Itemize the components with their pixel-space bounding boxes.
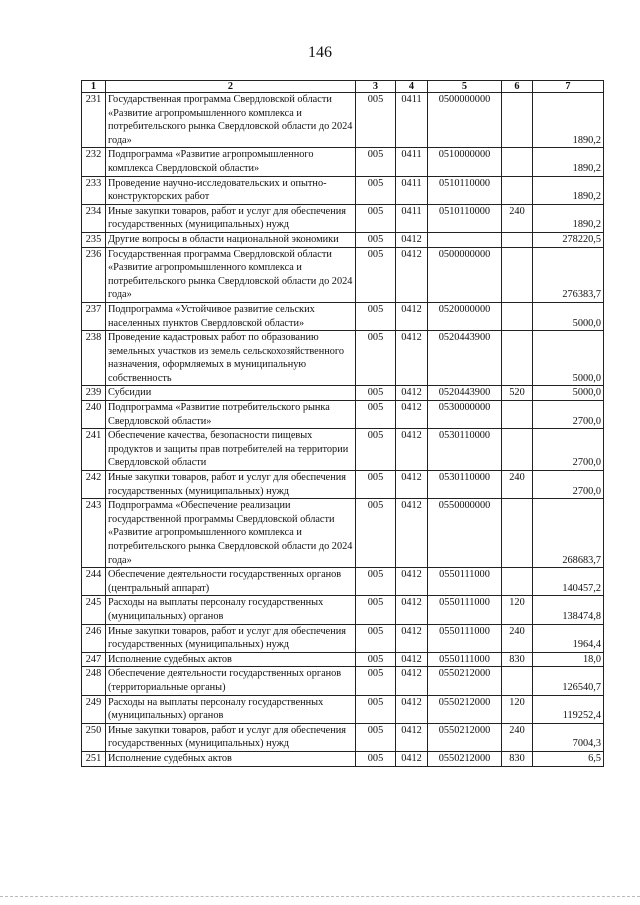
row-col3-cell: 005 bbox=[356, 302, 396, 330]
row-col5-cell: 0510110000 bbox=[428, 176, 502, 204]
row-col5-cell: 0550212000 bbox=[428, 695, 502, 723]
row-col6-cell: 120 bbox=[502, 695, 533, 723]
row-amount-cell: 1890,2 bbox=[533, 148, 604, 176]
row-col3-cell: 005 bbox=[356, 93, 396, 148]
row-col3-cell: 005 bbox=[356, 624, 396, 652]
row-amount-cell: 2700,0 bbox=[533, 429, 604, 471]
table-row bbox=[82, 652, 604, 667]
row-name-cell: Субсидии bbox=[106, 386, 356, 401]
table-row bbox=[82, 568, 604, 596]
row-name-cell: Проведение научно-исследовательских и опытно-конструкторских работ bbox=[106, 176, 356, 204]
row-number-cell: 241 bbox=[82, 429, 106, 471]
row-col5-cell: 0550212000 bbox=[428, 667, 502, 695]
row-name-cell: Подпрограмма «Устойчивое развитие сельских населенных пунктов Свердловской области» bbox=[106, 302, 356, 330]
row-amount-cell: 2700,0 bbox=[533, 401, 604, 429]
row-col3-cell: 005 bbox=[356, 667, 396, 695]
row-name-cell: Иные закупки товаров, работ и услуг для обеспечения государственных (муниципальных) нужд bbox=[106, 204, 356, 232]
row-col3-cell: 005 bbox=[356, 247, 396, 302]
row-name-cell: Другие вопросы в области национальной экономики bbox=[106, 232, 356, 247]
row-col5-cell: 0520443900 bbox=[428, 331, 502, 386]
row-col3-cell: 005 bbox=[356, 499, 396, 568]
row-amount-cell: 278220,5 bbox=[533, 232, 604, 247]
table-row bbox=[82, 232, 604, 247]
row-col5-cell bbox=[428, 232, 502, 247]
row-col4-cell: 0412 bbox=[396, 624, 428, 652]
row-number-cell: 245 bbox=[82, 596, 106, 624]
row-col4-cell: 0412 bbox=[396, 695, 428, 723]
row-name-cell: Подпрограмма «Развитие агропромышленного комплекса Свердловской области» bbox=[106, 148, 356, 176]
row-name-cell: Расходы на выплаты персоналу государственных (муниципальных) органов bbox=[106, 596, 356, 624]
table-header-row bbox=[82, 81, 604, 93]
header-col-5: 5 bbox=[428, 81, 502, 93]
row-number-cell: 232 bbox=[82, 148, 106, 176]
row-amount-cell: 119252,4 bbox=[533, 695, 604, 723]
header-col-3: 3 bbox=[356, 81, 396, 93]
row-number-cell: 235 bbox=[82, 232, 106, 247]
row-number-cell: 250 bbox=[82, 723, 106, 751]
row-col3-cell: 005 bbox=[356, 331, 396, 386]
row-col6-cell: 240 bbox=[502, 723, 533, 751]
row-amount-cell: 140457,2 bbox=[533, 568, 604, 596]
table-row bbox=[82, 751, 604, 766]
scan-bottom-edge bbox=[0, 896, 640, 905]
row-col3-cell: 005 bbox=[356, 695, 396, 723]
table-row bbox=[82, 148, 604, 176]
row-col4-cell: 0412 bbox=[396, 429, 428, 471]
row-col6-cell bbox=[502, 176, 533, 204]
row-col6-cell: 120 bbox=[502, 596, 533, 624]
row-col3-cell: 005 bbox=[356, 204, 396, 232]
row-col4-cell: 0412 bbox=[396, 652, 428, 667]
table-row bbox=[82, 667, 604, 695]
row-col6-cell bbox=[502, 401, 533, 429]
row-col3-cell: 005 bbox=[356, 386, 396, 401]
row-col4-cell: 0412 bbox=[396, 401, 428, 429]
row-col6-cell bbox=[502, 232, 533, 247]
row-name-cell: Иные закупки товаров, работ и услуг для обеспечения государственных (муниципальных) нужд bbox=[106, 471, 356, 499]
table-row bbox=[82, 247, 604, 302]
row-amount-cell: 7004,3 bbox=[533, 723, 604, 751]
row-number-cell: 243 bbox=[82, 499, 106, 568]
row-col4-cell: 0412 bbox=[396, 723, 428, 751]
row-col3-cell: 005 bbox=[356, 652, 396, 667]
row-col3-cell: 005 bbox=[356, 429, 396, 471]
table-row bbox=[82, 624, 604, 652]
row-col6-cell: 240 bbox=[502, 471, 533, 499]
row-amount-cell: 268683,7 bbox=[533, 499, 604, 568]
row-col6-cell: 240 bbox=[502, 624, 533, 652]
row-amount-cell: 1890,2 bbox=[533, 176, 604, 204]
row-amount-cell: 138474,8 bbox=[533, 596, 604, 624]
row-amount-cell: 5000,0 bbox=[533, 386, 604, 401]
row-col3-cell: 005 bbox=[356, 148, 396, 176]
table-row bbox=[82, 93, 604, 148]
row-col4-cell: 0412 bbox=[396, 596, 428, 624]
row-col6-cell bbox=[502, 93, 533, 148]
row-amount-cell: 2700,0 bbox=[533, 471, 604, 499]
row-name-cell: Обеспечение деятельности государственных органов (центральный аппарат) bbox=[106, 568, 356, 596]
header-col-2: 2 bbox=[106, 81, 356, 93]
page-number: 146 bbox=[308, 44, 332, 61]
table-row bbox=[82, 204, 604, 232]
row-col6-cell: 520 bbox=[502, 386, 533, 401]
row-number-cell: 242 bbox=[82, 471, 106, 499]
row-col6-cell bbox=[502, 667, 533, 695]
row-col4-cell: 0411 bbox=[396, 176, 428, 204]
row-col3-cell: 005 bbox=[356, 401, 396, 429]
budget-table bbox=[81, 80, 604, 767]
row-name-cell: Государственная программа Свердловской области «Развитие агропромышленного комплекса и потребительского рынка Свердловской области до 2024 года» bbox=[106, 93, 356, 148]
row-col6-cell bbox=[502, 247, 533, 302]
row-amount-cell: 276383,7 bbox=[533, 247, 604, 302]
row-col5-cell: 0500000000 bbox=[428, 247, 502, 302]
header-col-7: 7 bbox=[533, 81, 604, 93]
row-col4-cell: 0412 bbox=[396, 568, 428, 596]
row-col6-cell bbox=[502, 429, 533, 471]
row-col3-cell: 005 bbox=[356, 751, 396, 766]
row-col5-cell: 0510110000 bbox=[428, 204, 502, 232]
row-col6-cell: 240 bbox=[502, 204, 533, 232]
row-name-cell: Обеспечение деятельности государственных органов (территориальные органы) bbox=[106, 667, 356, 695]
table-row bbox=[82, 386, 604, 401]
row-col5-cell: 0530110000 bbox=[428, 429, 502, 471]
row-col5-cell: 0530110000 bbox=[428, 471, 502, 499]
row-col6-cell bbox=[502, 331, 533, 386]
header-col-1: 1 bbox=[82, 81, 106, 93]
row-name-cell: Обеспечение качества, безопасности пищевых продуктов и защиты прав потребителей на территории Свердловской области bbox=[106, 429, 356, 471]
row-name-cell: Проведение кадастровых работ по образованию земельных участков из земель сельскохозяйственного назначения, оформляемых в муниципальную собственность bbox=[106, 331, 356, 386]
row-col6-cell bbox=[502, 302, 533, 330]
row-col4-cell: 0412 bbox=[396, 751, 428, 766]
row-number-cell: 249 bbox=[82, 695, 106, 723]
table-row bbox=[82, 723, 604, 751]
row-col5-cell: 0510000000 bbox=[428, 148, 502, 176]
row-number-cell: 251 bbox=[82, 751, 106, 766]
row-col3-cell: 005 bbox=[356, 723, 396, 751]
table-row bbox=[82, 176, 604, 204]
row-col4-cell: 0411 bbox=[396, 93, 428, 148]
row-col4-cell: 0412 bbox=[396, 302, 428, 330]
row-number-cell: 238 bbox=[82, 331, 106, 386]
row-col5-cell: 0550212000 bbox=[428, 723, 502, 751]
row-amount-cell: 1964,4 bbox=[533, 624, 604, 652]
row-amount-cell: 1890,2 bbox=[533, 204, 604, 232]
row-col6-cell: 830 bbox=[502, 751, 533, 766]
row-col6-cell: 830 bbox=[502, 652, 533, 667]
row-col3-cell: 005 bbox=[356, 232, 396, 247]
row-amount-cell: 5000,0 bbox=[533, 302, 604, 330]
row-col3-cell: 005 bbox=[356, 471, 396, 499]
row-name-cell: Государственная программа Свердловской области «Развитие агропромышленного комплекса и потребительского рынка Свердловской области до 2024 года» bbox=[106, 247, 356, 302]
row-col3-cell: 005 bbox=[356, 176, 396, 204]
row-col5-cell: 0550111000 bbox=[428, 596, 502, 624]
row-col6-cell bbox=[502, 148, 533, 176]
row-col5-cell: 0530000000 bbox=[428, 401, 502, 429]
row-number-cell: 240 bbox=[82, 401, 106, 429]
row-amount-cell: 5000,0 bbox=[533, 331, 604, 386]
row-number-cell: 233 bbox=[82, 176, 106, 204]
row-name-cell: Подпрограмма «Развитие потребительского рынка Свердловской области» bbox=[106, 401, 356, 429]
table-row bbox=[82, 471, 604, 499]
row-col3-cell: 005 bbox=[356, 568, 396, 596]
table-row bbox=[82, 429, 604, 471]
row-col4-cell: 0412 bbox=[396, 247, 428, 302]
row-col5-cell: 0550212000 bbox=[428, 751, 502, 766]
row-col4-cell: 0412 bbox=[396, 232, 428, 247]
row-name-cell: Иные закупки товаров, работ и услуг для обеспечения государственных (муниципальных) нужд bbox=[106, 723, 356, 751]
row-number-cell: 239 bbox=[82, 386, 106, 401]
row-col4-cell: 0411 bbox=[396, 204, 428, 232]
row-col4-cell: 0411 bbox=[396, 148, 428, 176]
row-name-cell: Исполнение судебных актов bbox=[106, 751, 356, 766]
row-col4-cell: 0412 bbox=[396, 386, 428, 401]
row-col6-cell bbox=[502, 499, 533, 568]
header-col-6: 6 bbox=[502, 81, 533, 93]
row-col4-cell: 0412 bbox=[396, 471, 428, 499]
row-col5-cell: 0500000000 bbox=[428, 93, 502, 148]
row-name-cell: Иные закупки товаров, работ и услуг для обеспечения государственных (муниципальных) нужд bbox=[106, 624, 356, 652]
row-col4-cell: 0412 bbox=[396, 331, 428, 386]
row-col4-cell: 0412 bbox=[396, 499, 428, 568]
row-amount-cell: 126540,7 bbox=[533, 667, 604, 695]
table-row bbox=[82, 401, 604, 429]
table-row bbox=[82, 331, 604, 386]
row-number-cell: 247 bbox=[82, 652, 106, 667]
table-row bbox=[82, 499, 604, 568]
row-col5-cell: 0550000000 bbox=[428, 499, 502, 568]
row-amount-cell: 1890,2 bbox=[533, 93, 604, 148]
row-col6-cell bbox=[502, 568, 533, 596]
row-col5-cell: 0550111000 bbox=[428, 652, 502, 667]
row-amount-cell: 6,5 bbox=[533, 751, 604, 766]
table-row bbox=[82, 596, 604, 624]
header-col-4: 4 bbox=[396, 81, 428, 93]
row-name-cell: Исполнение судебных актов bbox=[106, 652, 356, 667]
row-number-cell: 236 bbox=[82, 247, 106, 302]
row-number-cell: 244 bbox=[82, 568, 106, 596]
row-col5-cell: 0520000000 bbox=[428, 302, 502, 330]
row-col5-cell: 0550111000 bbox=[428, 568, 502, 596]
row-col5-cell: 0550111000 bbox=[428, 624, 502, 652]
row-number-cell: 237 bbox=[82, 302, 106, 330]
row-col4-cell: 0412 bbox=[396, 667, 428, 695]
row-number-cell: 248 bbox=[82, 667, 106, 695]
row-number-cell: 234 bbox=[82, 204, 106, 232]
row-number-cell: 246 bbox=[82, 624, 106, 652]
row-number-cell: 231 bbox=[82, 93, 106, 148]
row-name-cell: Расходы на выплаты персоналу государственных (муниципальных) органов bbox=[106, 695, 356, 723]
row-col3-cell: 005 bbox=[356, 596, 396, 624]
row-amount-cell: 18,0 bbox=[533, 652, 604, 667]
table-row bbox=[82, 695, 604, 723]
table-row bbox=[82, 302, 604, 330]
row-col5-cell: 0520443900 bbox=[428, 386, 502, 401]
row-name-cell: Подпрограмма «Обеспечение реализации государственной программы Свердловской области «Развитие агропромышленного комплекса и потребительского рынка Свердловской области до 2024 года» bbox=[106, 499, 356, 568]
